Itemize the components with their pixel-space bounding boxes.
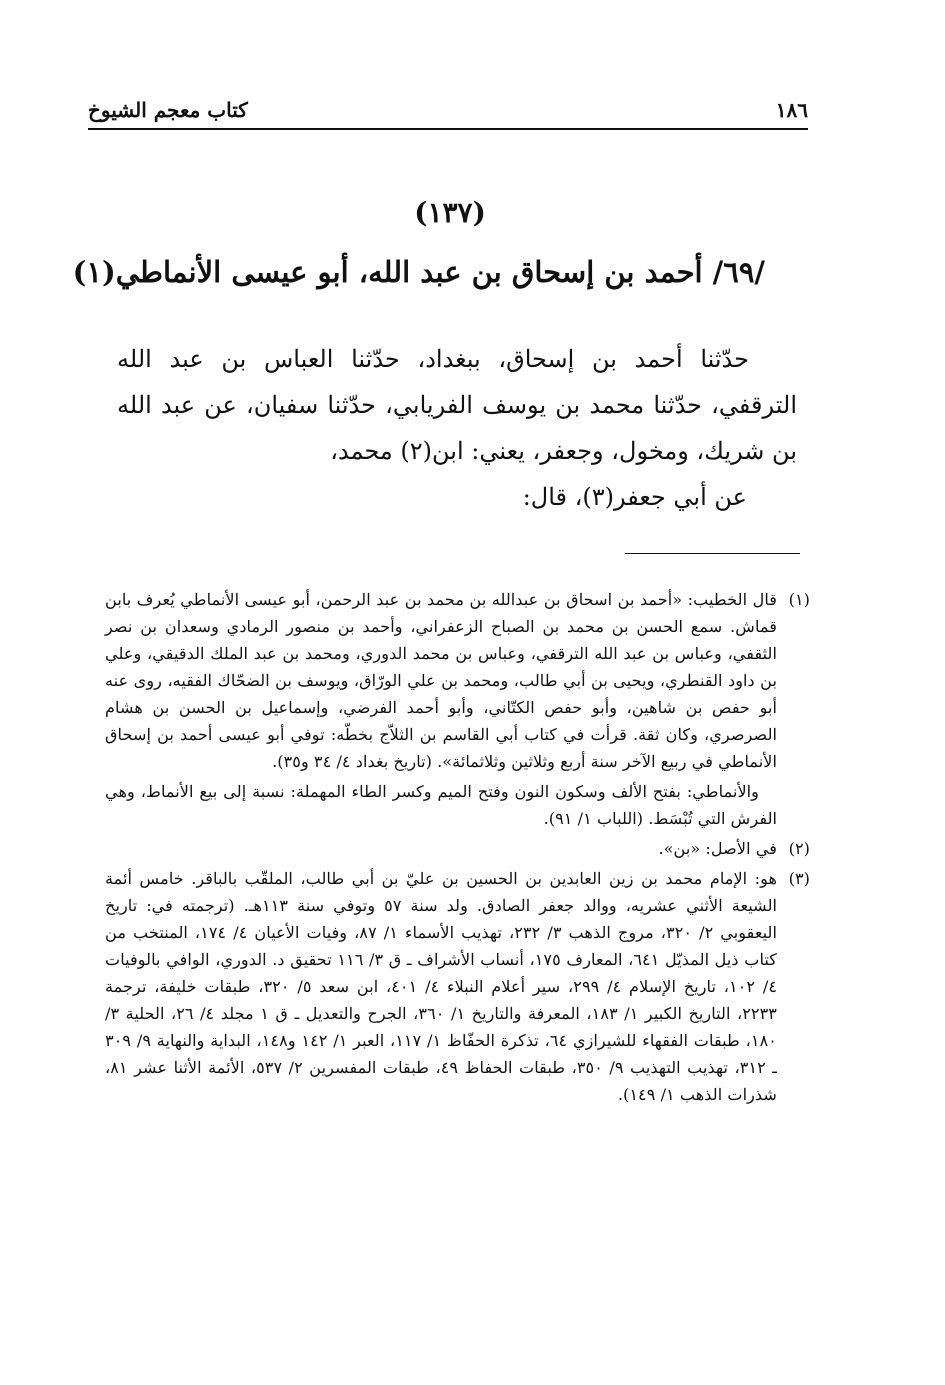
footnote-text: قال الخطيب: «أحمد بن اسحاق بن عبدالله بن محمد بن عبد الرحمن، أبو عيسى الأنماطي يُعرف بابن قماش. سمع الحسن بن محمد بن الصباح الزعفراني، وأحمد بن منصور الرمادي وسعدان بن نصر الثقفي، وعباس بن عبد الله الترقفي، وعباس بن محمد الدوري، ومحمد بن عبد الملك الدقيقي، وعلي بن داود القنطري، ويحيى بن أبي طالب، ومحمد بن علي الورّاق، ويوسف بن الضحّاك الفقيه، روى عنه أبو حفص بن شاهين، وأبو حفص الكتّاني، وأبو أحمد الفرضي، وإسماعيل بن الحسن بن هشام الصرصري، وكان ثقة. قرأت في كتاب أبي القاسم بن الثلاّج بخطّه: توفي أبو عيسى أحمد بن إسحاق الأنماطي في ربيع الآخر سنة أربع وثلاثين وثلاثمائة». (تاريخ بغداد ٤/ ٣٤ و٣٥). [105, 590, 777, 771]
entry-number: (١٣٧) [414, 196, 486, 229]
footnote-3 [105, 865, 810, 1108]
footnote-text: هو: الإمام محمد بن زين العابدين بن الحسين بن عليّ بن أبي طالب، الملقّب بالباقر. خامس أئمة الشيعة الأثني عشريه، ووالد جعفر الصادق. ولد سنة ٥٧ وتوفي سنة ١١٣هـ. (ترجمته في: تاريخ اليعقوبي ٢/ ٣٢٠، مروج الذهب ٣/ ٢٣٢، تهذيب الأسماء ١/ ٨٧، وفيات الأعيان ٤/ ١٧٤، المنتخب من كتاب ذيل المذيّل ٦٤١، المعارف ١٧٥، أنساب الأشراف ـ ق ٣/ ١١٦ تحقيق د. الدوري، الوافي بالوفيات ٤/ ١٠٢، تاريخ الإسلام ٤/ ٢٩٩، سير أعلام النبلاء ٤/ ٤٠١، ابن سعد ٥/ ٣٢٠، طبقات خليفة، ترجمة ٢٢٣٣، التاريخ الكبير ١/ ١٨٣، المعرفة والتاريخ ١/ ٣٦٠، الجرح والتعديل ـ ق ١ مجلد ٤/ ٢٦، الحلية ٣/ ١٨٠، طبقات الفقهاء للشيرازي ٦٤، تذكرة الحفّاظ ١/ ١١٧، العبر ١/ ١٤٢ و١٤٨، البداية والنهاية ٩/ ٣٠٩ ـ ٣١٢، تهذيب التهذيب ٩/ ٣٥٠، طبقات الحفاظ ٤٩، طبقات المفسرين ٢/ ٥٣٧، الأئمة الأثنا عشر ٨١، شذرات الذهب ١/ ١٤٩). [105, 869, 778, 1104]
footnote-number: (٢) [788, 839, 810, 858]
footnote-subtext: والأنماطي: بفتح الألف وسكون النون وفتح الميم وكسر الطاء المهملة: نسبة إلى بيع الأنماط، وهي الفرش التي تُبْسَط. (اللباب ١/ ٩١). [105, 782, 777, 828]
footnote-separator [625, 553, 800, 554]
main-text [117, 336, 797, 520]
running-header [88, 98, 808, 122]
main-paragraph-end: عن أبي جعفر(٣)، قال: [522, 483, 747, 511]
footnote-1 [105, 586, 810, 832]
footnote-number: (١) [788, 590, 810, 609]
book-title: كتاب معجم الشيوخ [88, 98, 248, 122]
footnotes [105, 586, 810, 1111]
footnote-number: (٣) [788, 869, 810, 888]
header-rule [88, 128, 808, 130]
page-number: ١٨٦ [775, 98, 808, 122]
entry-title: /٦٩/ أحمد بن إسحاق بن عبد الله، أبو عيسى الأنماطي(١) [72, 255, 765, 289]
footnote-text: في الأصل: «بن». [658, 839, 777, 858]
main-paragraph: حدّثنا أحمد بن إسحاق، ببغداد، حدّثنا العباس بن عبد الله الترقفي، حدّثنا محمد بن يوسف الفريابي، حدّثنا سفيان، عن عبد الله بن شريك، ومخول، وجعفر، يعني: ابن(٢) محمد، [117, 345, 797, 465]
footnote-2 [105, 835, 810, 862]
